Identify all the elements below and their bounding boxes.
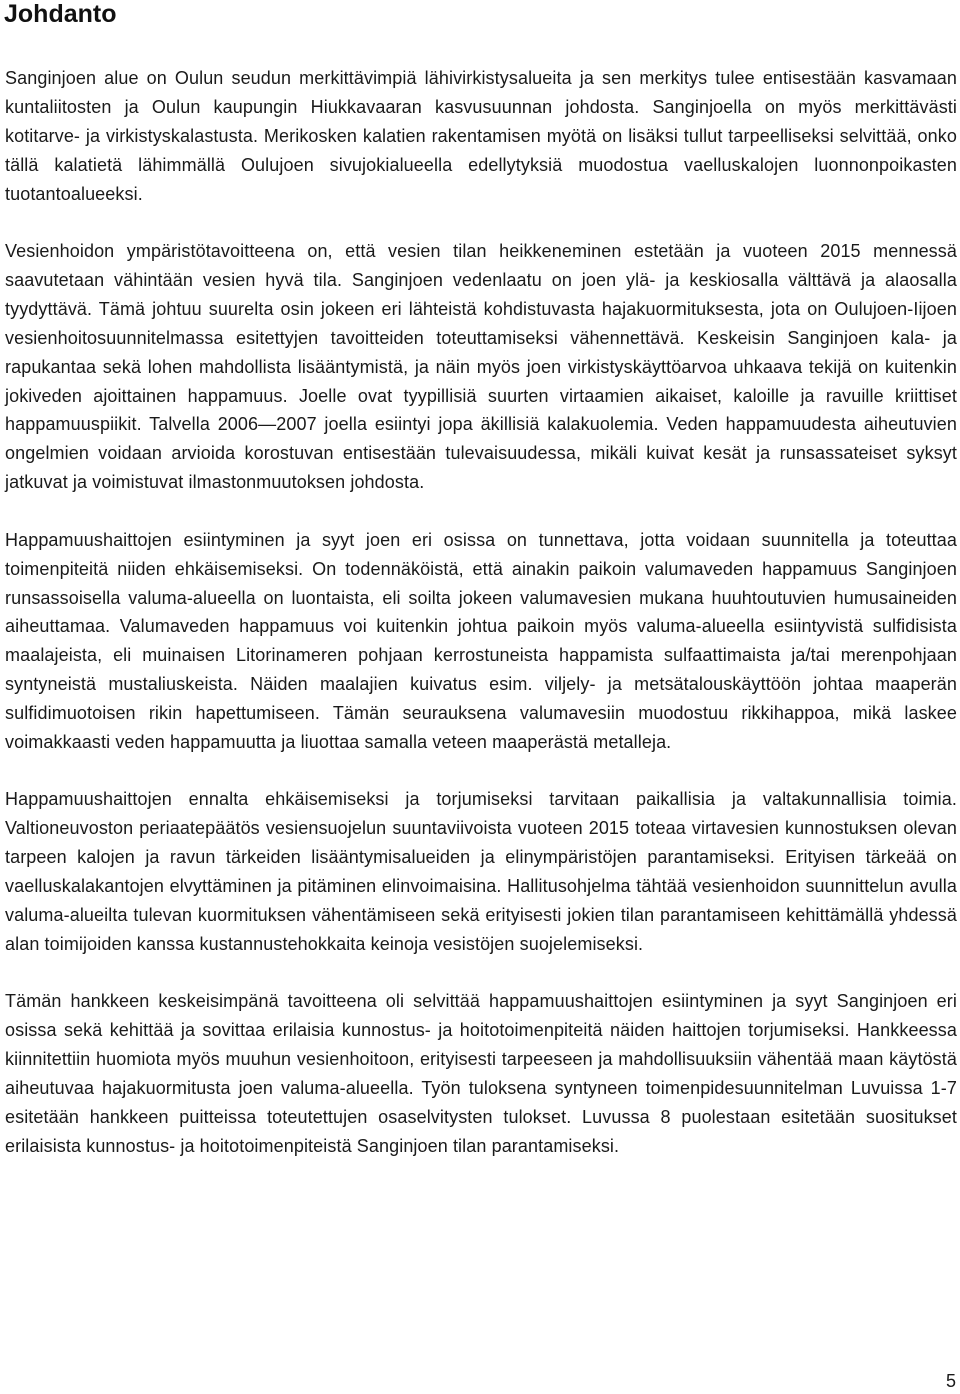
paragraph-acidity-causes: Happamuushaittojen esiintyminen ja syyt joen eri osissa on tunnettava, jotta voidaan suunnitella ja toteuttaa toimenpiteitä niiden ehkäisemiseksi. On todennäköistä, että ainakin paikoin valumaveden happamuus Sanginjoen runsassoisella valuma-alueella on luontaista, eli soilta jokeen valumavesien mukana huuhtoutuvien humusaineiden aiheuttamaa. Valumaveden happamuus voi kuitenkin johtua paikoin myös valuma-alueella esiintyvistä sulfidisista maalajeista, eli muinaisen Litorinameren pohjaan kerrostuneista happamista sulfaattimaista ja/tai merenpohjaan syntyneistä mustaliuskeista. Näiden maalajien kuivatus esim. viljely- ja metsätalouskäyttöön johtaa maaperän sulfidimuotoisen rikin hapettumiseen. Tämän seurauksena valumavesiin muodostuu rikkihappoa, mikä laskee voimakkaasti veden happamuutta ja liuottaa samalla veteen maaperästä metalleja. bbox=[5, 529, 957, 753]
page-title: Johdanto bbox=[4, 0, 117, 28]
paragraph-intro: Sanginjoen alue on Oulun seudun merkittävimpiä lähivirkistysalueita ja sen merkitys tulee entisestään kasvamaan kuntaliitosten ja Oulun kaupungin Hiukkavaaran kasvusuunnan johdosta. Sanginjoella on myös merkittävästi kotitarve- ja virkistyskalastusta. Merikosken kalatien rakentamisen myötä on lisäksi tullut tarpeelliseksi selvittää, onko tällä kalatietä lähimmällä Oulujoen sivujokialueella edellytyksiä muodostua vaelluskalojen luonnonpoikasten tuotantoalueeksi. bbox=[5, 68, 957, 204]
body-text bbox=[5, 64, 957, 1161]
page-number: 5 bbox=[945, 1371, 956, 1391]
paragraph-environmental-goals: Vesienhoidon ympäristötavoitteena on, että vesien tilan heikkeneminen estetään ja vuoteen 2015 mennessä saavutetaan vähintään vesien hyvä tila. Sanginjoen vedenlaatu on joen ylä- ja keskiosalla välttävä ja alaosalla tyydyttävä. Tämä johtuu suurelta osin jokeen eri lähteistä kohdistuvasta hajakuormituksesta, jota on Oulujoen-Iijoen vesienhoitosuunnitelmassa esitettyjen tavoitteiden toteuttamiseksi vähennettävä. Keskeisin Sanginjoen kala- ja rapukantaa sekä lohen mahdollista lisääntymistä, ja näin myös joen virkistyskäyttöarvoa uhkaava tekijä on kuitenkin jokiveden ajoittainen happamuus. Joelle ovat tyypillisiä suurten virtaamien aikaiset, kaloille ja ravuille kriittiset happamuuspiikit. Talvella 2006—2007 joella esiintyi jopa äkillisiä kalakuolemia. Veden happamuudesta aiheutuvien ongelmien voidaan arvioida korostuvan entisestään tulevaisuudessa, mikäli kuivat kesät ja runsassateiset syksyt jatkuvat ja voimistuvat ilmastonmuutoksen johdosta. bbox=[5, 241, 957, 493]
paragraph-prevention-measures: Happamuushaittojen ennalta ehkäisemiseksi ja torjumiseksi tarvitaan paikallisia ja valtakunnallisia toimia. Valtioneuvoston periaatepäätös vesiensuojelun suuntaviivoista vuoteen 2015 toteaa virtavesien kunnostuksen olevan tarpeen kalojen ja ravun tärkeiden lisääntymisalueiden ja elinympäristöjen parantamiseksi. Erityisen tärkeää on vaelluskalakantojen elvyttäminen ja pitäminen elinvoimaisina. Hallitusohjelma tähtää vesienhoidon suunnittelun avulla valuma-alueilta tulevan kuormituksen vähentämiseen sekä erityisesti jokien tilan parantamiseen kehittämällä yhdessä alan toimijoiden kanssa kustannustehokkaita keinoja vesistöjen suojelemiseksi. bbox=[5, 789, 957, 954]
paragraph-project-goals: Tämän hankkeen keskeisimpänä tavoitteena oli selvittää happamuushaittojen esiintyminen ja syyt Sanginjoen eri osissa sekä kehittää ja sovittaa erilaisia kunnostus- ja hoitotoimenpiteitä näiden haittojen torjumiseksi. Hankkeessa kiinnitettiin huomiota myös muuhun vesienhoitoon, erityisesti tarpeeseen ja mahdollisuuksiin vähentää maan käytöstä aiheutuvaa hajakuormitusta joen valuma-alueella. Työn tuloksena syntyneen toimenpidesuunnitelman Luvuissa 1-7 esitetään hankkeen puitteissa toteutettujen osaselvitysten tulokset. Luvussa 8 puolestaan esitetään suositukset erilaisista kunnostus- ja hoitotoimenpiteistä Sanginjoen tilan parantamiseksi. bbox=[5, 991, 957, 1156]
